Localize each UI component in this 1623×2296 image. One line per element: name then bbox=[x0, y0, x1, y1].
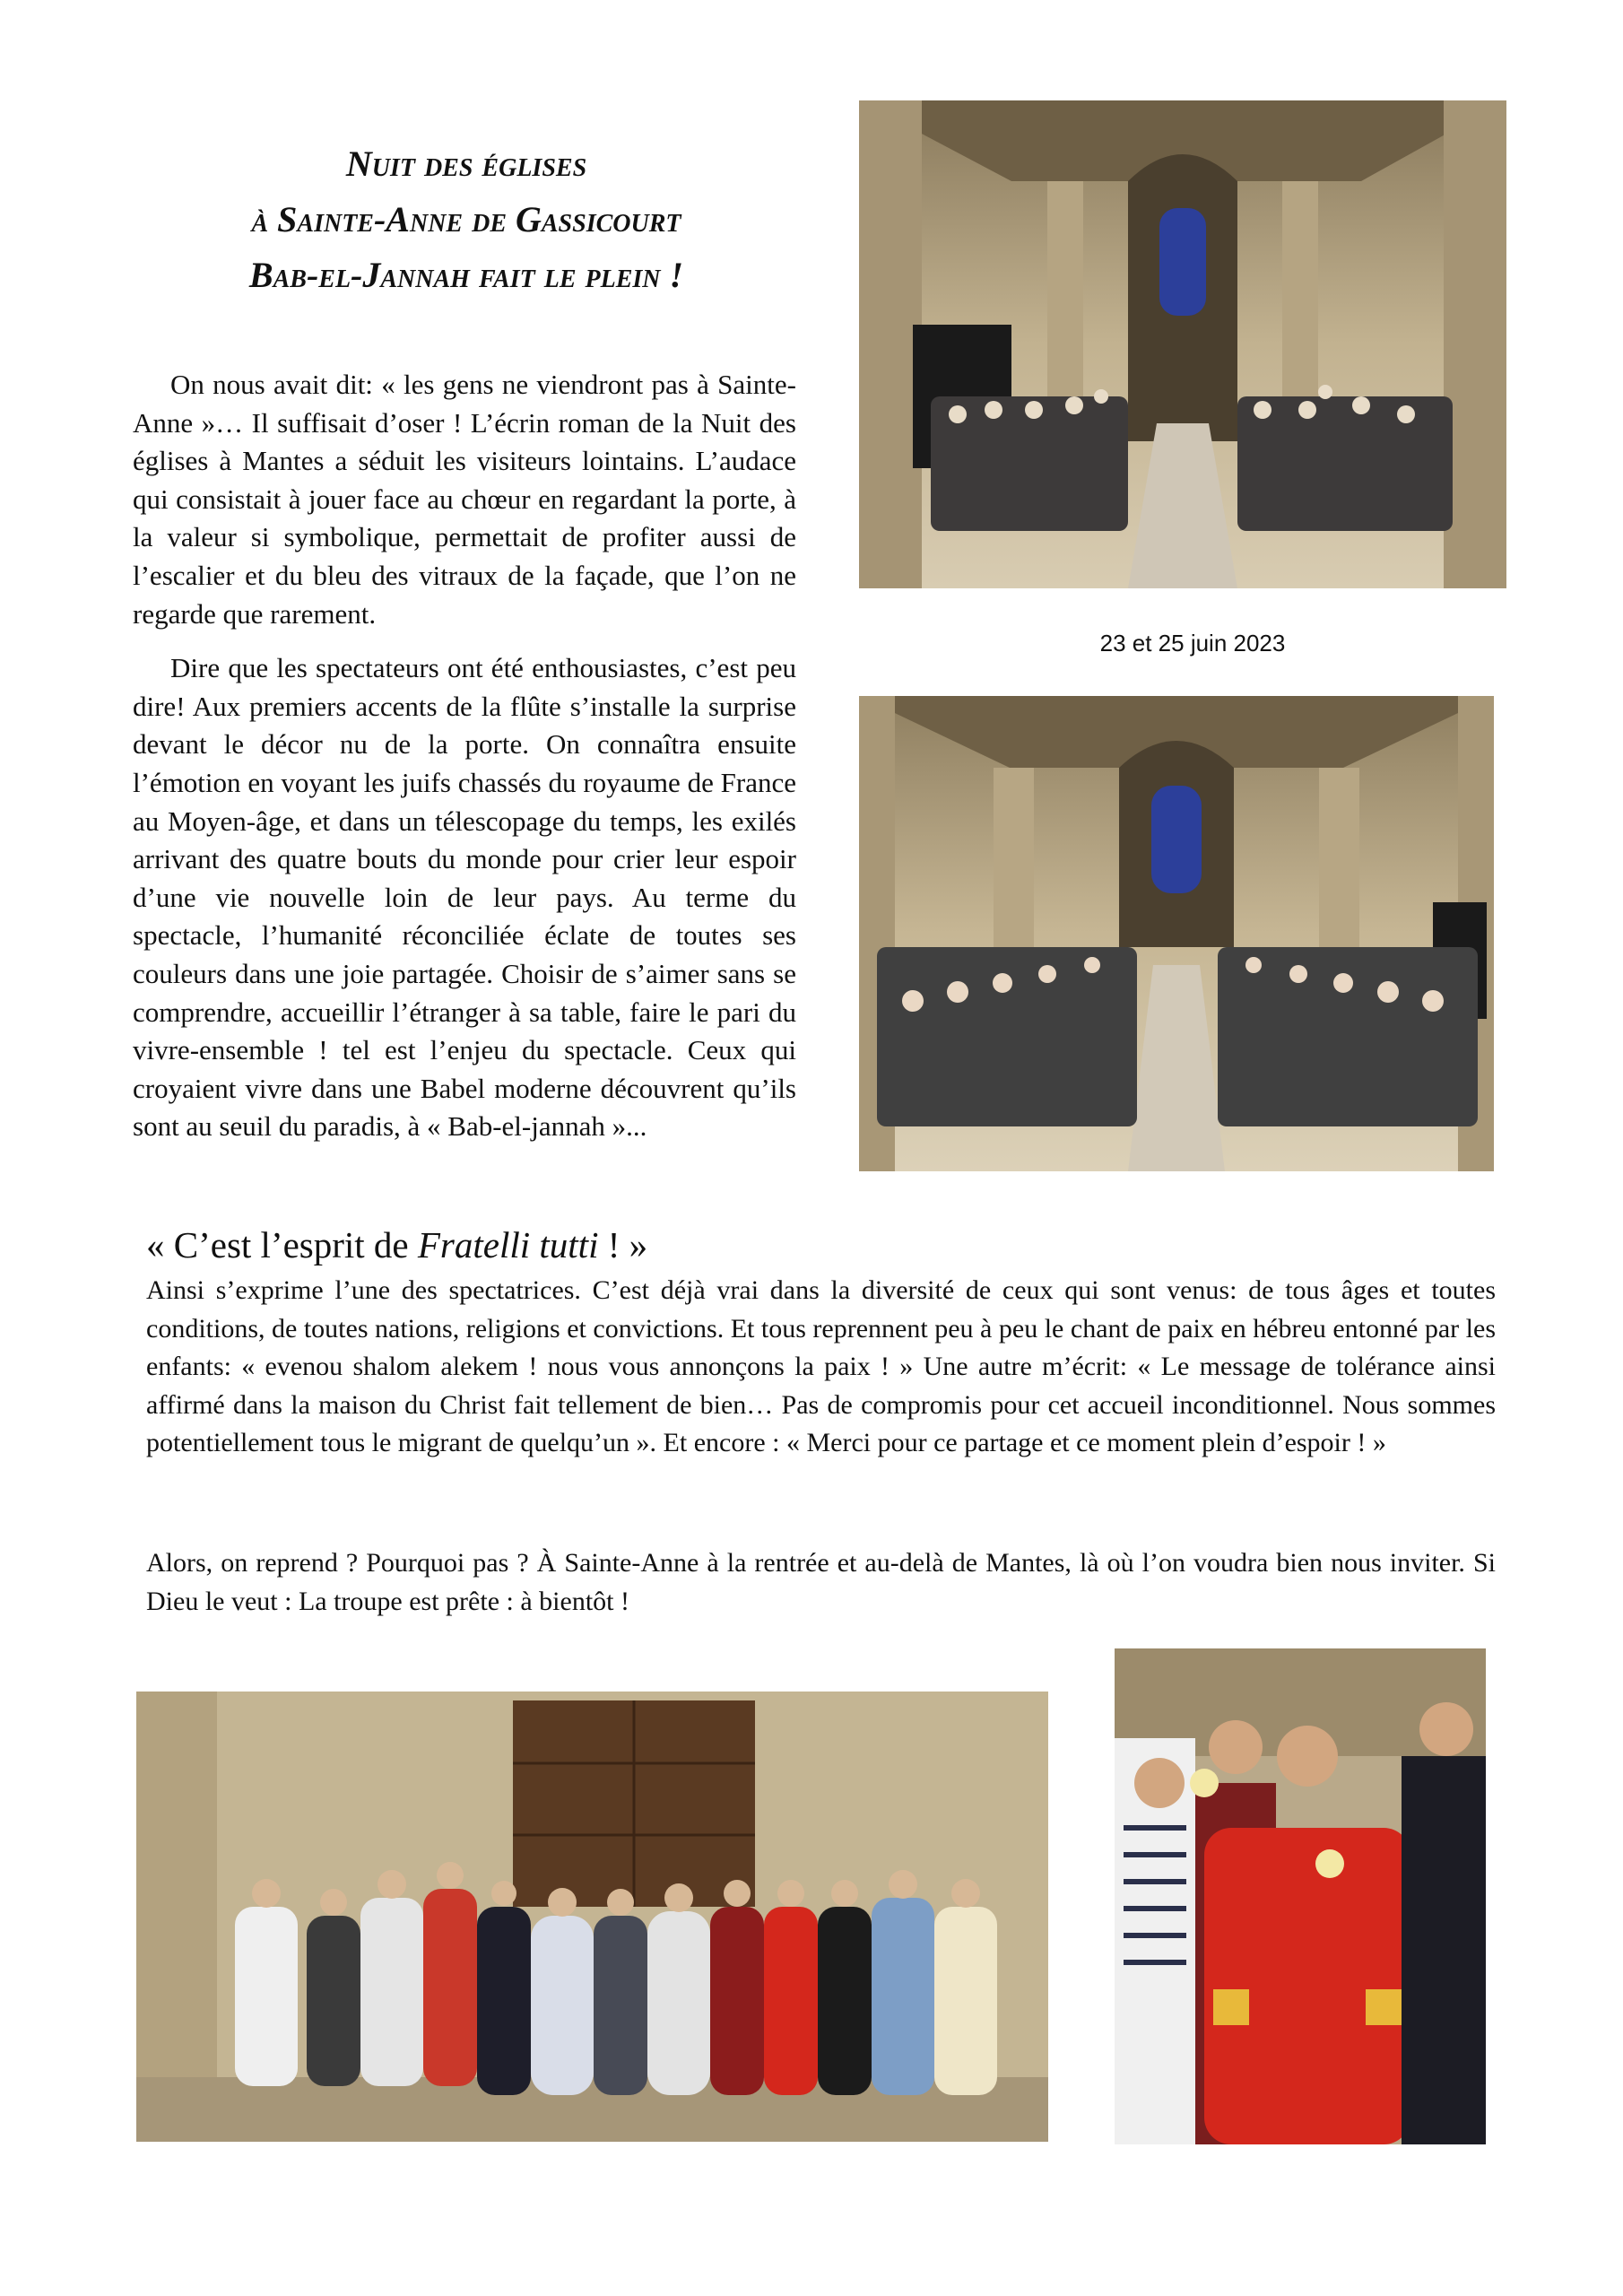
photo-children-costume bbox=[1115, 1648, 1486, 2144]
quote-heading bbox=[146, 1223, 647, 1266]
paragraph-4 bbox=[146, 1544, 1496, 1621]
quote-italic-title: Fratelli tutti bbox=[417, 1224, 599, 1265]
paragraph-4-text: Alors, on reprend ? Pourquoi pas ? À Sainte-Anne à la rentrée et au-delà de Mantes, là où l’on voudra bien nous inviter. Si Dieu le veut : La troupe est prête : à bientôt ! bbox=[146, 1548, 1496, 1616]
article-body bbox=[133, 366, 796, 1162]
photo-nave-audience-2 bbox=[859, 696, 1494, 1171]
title-line-2: à Sainte-Anne de Gassicourt bbox=[251, 199, 681, 239]
title-line-1: Nuit des églises bbox=[345, 144, 587, 184]
paragraph-2: Dire que les spectateurs ont été enthousiastes, c’est peu dire! Aux premiers accents de la flûte s’installe la surprise devant le décor nu de la porte. On connaîtra ensuite l’émotion en voyant les juifs chassés du royaume de France au Moyen-âge, et dans un télescopage du temps, les exilés arrivant des quatre bouts du monde pour crier leur espoir d’une vie nouvelle loin de leur pays. Au terme du spectacle, l’humanité réconciliée éclate de toutes ses couleurs dans une joie partagée. Choisir de s’aimer sans se comprendre, accueillir l’étranger à sa table, faire le pari du vivre-ensemble ! tel est l’enjeu du spectacle. Ceux qui croyaient vivre dans une Babel moderne découvrent qu’ils sont au seuil du paradis, à « Bab-el-jannah »... bbox=[133, 652, 796, 1143]
paragraph-3-text: Ainsi s’exprime l’une des spectatrices. C’est déjà vrai dans la diversité de ceux qui sont venus: de tous âges et toutes conditions, de toutes nations, religions et convictions. Et tous reprennent peu à peu le chant de paix en hébreu entonné par les enfants: « evenou shalom alekem ! nous vous annonçons la paix ! » Une autre m’écrit: « Le message de tolérance ainsi affirmé dans la maison du Christ fait tellement de bien… Pas de compromis pour cet accueil inconditionnel. Nous sommes potentiellement tous le migrant de quelqu’un ». Et encore : « Merci pour ce partage et ce moment plein d’espoir ! » bbox=[146, 1275, 1496, 1458]
paragraph-3 bbox=[146, 1272, 1496, 1463]
photo-nave-audience-1 bbox=[859, 100, 1506, 588]
paragraph-1: On nous avait dit: « les gens ne viendront pas à Sainte-Anne »… Il suffisait d’oser ! L’écrin roman de la Nuit des églises à Mantes a séduit les visiteurs lointains. L’audace qui consistait à jouer face au chœur en regardant la porte, à la valeur si symbolique, permettait de profiter aussi de l’escalier et du bleu des vitraux de la façade, que l’on ne regarde que rarement. bbox=[133, 369, 796, 630]
quote-suffix: ! » bbox=[598, 1224, 648, 1265]
title-line-3: Bab-el-Jannah fait le plein ! bbox=[248, 255, 684, 295]
quote-prefix: « C’est l’esprit de bbox=[146, 1224, 418, 1265]
photo-troupe-group bbox=[136, 1692, 1048, 2142]
photo-caption: 23 et 25 juin 2023 bbox=[1099, 630, 1286, 657]
article-title bbox=[126, 136, 807, 303]
